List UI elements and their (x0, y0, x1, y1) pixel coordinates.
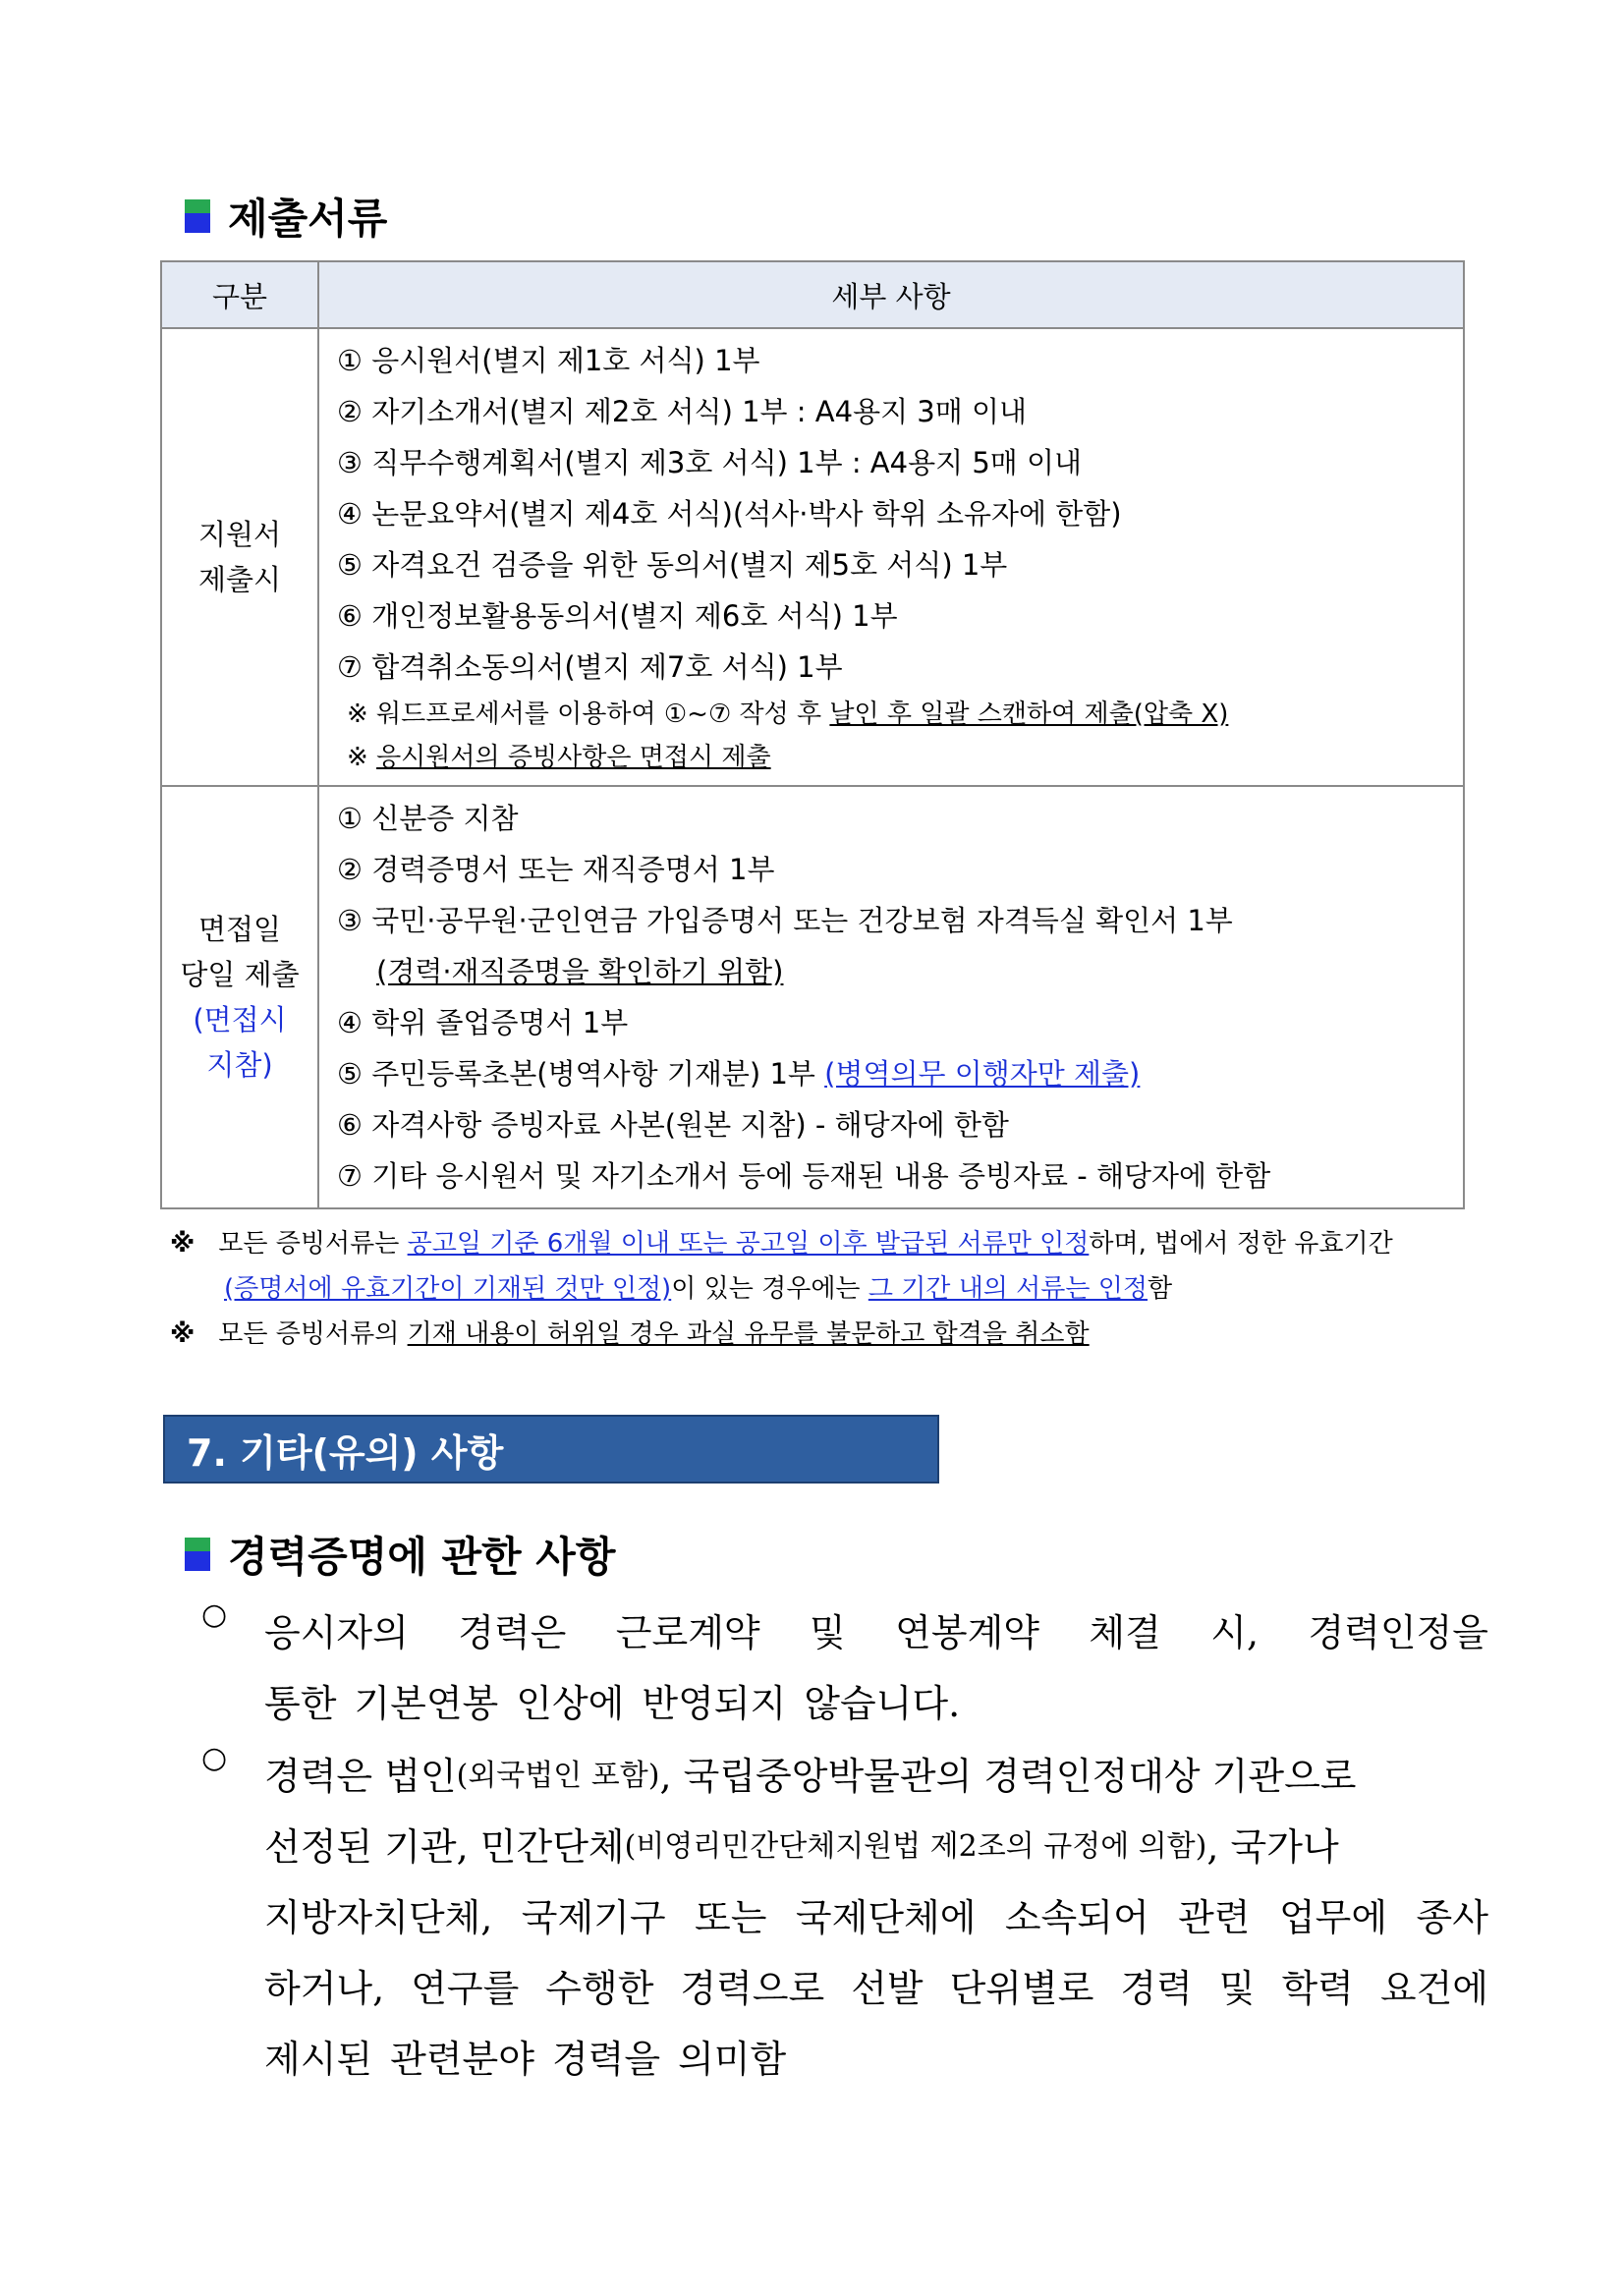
list-item: ② 경력증명서 또는 재직증명서 1부 (337, 853, 775, 886)
paragraph-line: 통한 기본연봉 인상에 반영되지 않습니다. (264, 1682, 961, 1725)
list-item: ④ 학위 졸업증명서 1부 (337, 1006, 629, 1039)
circle-bullet-icon: ○ (201, 1741, 228, 1775)
footnote-falsification: ※ 모든 증빙서류의 기재 내용이 허위일 경우 과실 유무를 불문하고 합격을 취소함 (170, 1319, 1090, 1349)
paragraph-career-definition (201, 1741, 1488, 2095)
category-line: 지원서 (197, 518, 282, 551)
list-item: ③ 직무수행계획서(별지 제3호 서식) 1부 : A4용지 5매 이내 (337, 446, 1083, 479)
paragraph-line: 선정된 기관, 민간단체 (비영리민간단체지원법 제2조의 규정에 의함) , 국가나 (264, 1825, 1339, 1869)
table-row-application (161, 328, 1464, 786)
list-item: ⑤ 자격요건 검증을 위한 동의서(별지 제5호 서식) 1부 (337, 548, 1008, 582)
list-item: ⑤ 주민등록초본(병역사항 기재분) 1부 (병역의무 이행자만 제출) (337, 1057, 1141, 1091)
paragraph-career-salary (201, 1597, 1488, 1739)
military-note: (병역의무 이행자만 제출) (824, 1057, 1141, 1091)
details-cell-interview (318, 786, 1464, 1208)
circle-bullet-icon: ○ (201, 1597, 228, 1632)
category-line-blue: (면접시 (193, 1003, 287, 1036)
section-bar-7: 7. 기타(유의) 사항 (163, 1415, 939, 1484)
paragraph-line: 하거나, 연구를 수행한 경력으로 선발 단위별로 경력 및 학력 요건에 (264, 1967, 1488, 2010)
square-bullet-icon (185, 1538, 210, 1571)
details-cell-application (318, 328, 1464, 786)
footnote-validity: ※ 모든 증빙서류는 공고일 기준 6개월 이내 또는 공고일 이후 발급된 서류만 인정하며, 법에서 정한 유효기간 (170, 1229, 1393, 1259)
list-item: ⑥ 자격사항 증빙자료 사본(원본 지참) - 해당자에 한함 (337, 1108, 1009, 1142)
list-item: ⑦ 합격취소동의서(별지 제7호 서식) 1부 (337, 650, 843, 684)
paragraph-line: 경력은 법인 (외국법인 포함) , 국립중앙박물관의 경력인정대상 기관으로 (264, 1755, 1357, 1798)
table-row-interview (161, 786, 1464, 1208)
category-line: 당일 제출 (180, 958, 300, 991)
category-line: 제출시 (197, 563, 282, 596)
section-title: 제출서류 (228, 195, 388, 243)
list-item: ① 응시원서(별지 제1호 서식) 1부 (337, 344, 760, 377)
paragraph-line: 지방자치단체, 국제기구 또는 국제단체에 소속되어 관련 업무에 종사 (264, 1896, 1488, 1939)
list-item: ⑦ 기타 응시원서 및 자기소개서 등에 등재된 내용 증빙자료 - 해당자에 한함 (337, 1159, 1271, 1193)
header-details: 세부 사항 (318, 261, 1464, 328)
paragraph-line: 제시된 관련분야 경력을 의미함 (264, 2038, 787, 2081)
category-line-blue: 지참) (206, 1048, 273, 1082)
reference-mark: ※ (170, 1319, 196, 1349)
square-bullet-icon (185, 199, 210, 233)
note-scan: ※ 워드프로세서를 이용하여 ①~⑦ 작성 후 날인 후 일괄 스캔하여 제출(압축 X) (347, 700, 1229, 729)
section-heading-career (185, 1525, 615, 1584)
paragraph-line: 응시자의 경력은 근로계약 및 연봉계약 체결 시, 경력인정을 (264, 1611, 1488, 1654)
list-item: ③ 국민·공무원·군인연금 가입증명서 또는 건강보험 자격득실 확인서 1부 (337, 904, 1233, 937)
header-category: 구분 (161, 261, 318, 328)
list-item: ① 신분증 지참 (337, 802, 519, 835)
reference-mark: ※ (170, 1229, 196, 1259)
footnote-validity-cont: (증명서에 유효기간이 기재된 것만 인정)이 있는 경우에는 그 기간 내의 서류는 인정함 (224, 1274, 1173, 1304)
category-line: 면접일 (197, 913, 282, 946)
submission-table (160, 260, 1465, 1209)
section-heading-submission (185, 187, 387, 246)
note-evidence: ※ 응시원서의 증빙사항은 면접시 제출 (347, 743, 771, 772)
list-item: ② 자기소개서(별지 제2호 서식) 1부 : A4용지 3매 이내 (337, 395, 1028, 428)
section-subtitle: 경력증명에 관한 사항 (228, 1533, 616, 1581)
category-cell-interview (161, 786, 318, 1208)
category-cell-application (161, 328, 318, 786)
list-item-sub: (경력·재직증명을 확인하기 위함) (376, 955, 784, 988)
list-item: ⑥ 개인정보활용동의서(별지 제6호 서식) 1부 (337, 599, 898, 633)
list-item: ④ 논문요약서(별지 제4호 서식)(석사·박사 학위 소유자에 한함) (337, 497, 1122, 531)
table-header-row (161, 261, 1464, 328)
